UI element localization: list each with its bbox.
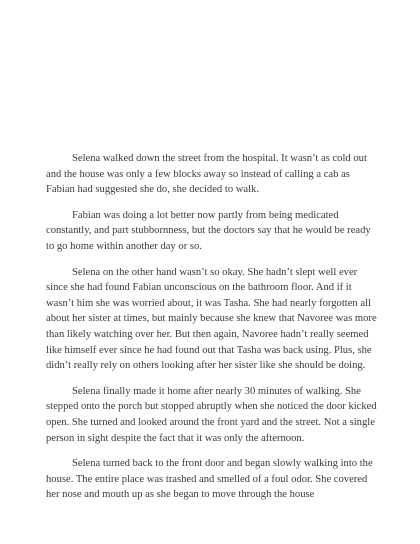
paragraph-3: Selena on the other hand wasn’t so okay. She hadn’t slept well ever since she had found Fabian unconscious on the bathroom floor. And if it wasn’t him she was worried about, it was Tasha. She had nearly forgotten all about her sister at times, but mainly because she knew that Navoree was more than likely watching over her. But then again, Navoree hadn’t really seemed like himself ever since he had found out that Tasha was back using. Plus, she didn’t really rely on others looking after her sister like she should be doing. [46, 266, 377, 372]
paragraph-4: Selena finally made it home after nearly 30 minutes of walking. She stepped onto the porch but stopped abruptly when she noticed the door kicked open. She turned and looked around the front yard and the street. Not a single person in sight despite the fact that it was only the afternoon. [46, 385, 377, 444]
paragraph-5: Selena turned back to the front door and began slowly walking into the house. The entire place was trashed and smelled of a foul odor. She covered her nose and mouth up as she began to move through the house [46, 458, 373, 501]
paragraph-1: Selena walked down the street from the hospital. It wasn’t as cold out and the house was only a few blocks away so instead of calling a cab as Fabian had suggested she do, she decided to walk. [46, 153, 367, 196]
paragraph-2: Fabian was doing a lot better now partly from being medicated constantly, and part stubbornness, but the doctors say that he would be ready to go home within another day or so. [46, 209, 371, 252]
story-text [46, 151, 380, 513]
